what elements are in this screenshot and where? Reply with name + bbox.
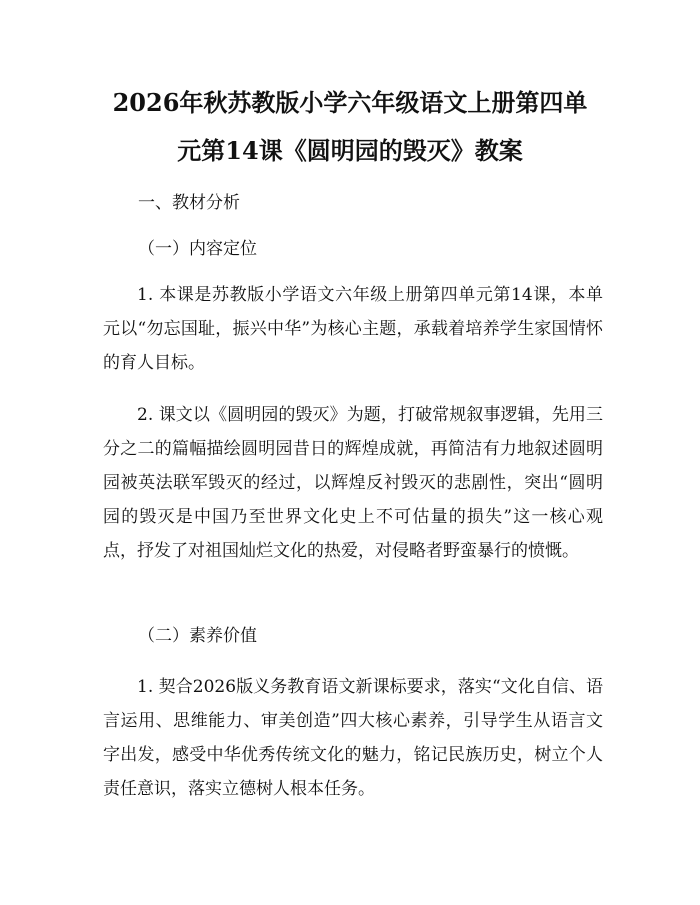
section-heading-textbook-analysis: 一、教材分析 [138,193,240,213]
document-title-line-2: 元第14课《圆明园的毁灭》教案 [177,136,523,165]
paragraph-content-positioning-2: 2. 课文以《圆明园的毁灭》为题，打破常规叙事逻辑，先用三分之二的篇幅描绘圆明园昔日的辉煌成就，再简洁有力地叙述圆明园被英法联军毁灭的经过，以辉煌反衬毁灭的悲剧性，突出“圆明园的毁灭是中国乃至世界文化史上不可估量的损失”这一核心观点，抒发了对祖国灿烂文化的热爱，对侵略者野蛮暴行的愤慨。 [103,405,603,561]
subsection-heading-content-positioning: （一）内容定位 [138,239,257,259]
subsection-heading-literacy-value: （二）素养价值 [138,626,257,646]
document-title-line-1: 2026年秋苏教版小学六年级语文上册第四单 [112,88,588,117]
paragraph-content-positioning-1: 1. 本课是苏教版小学语文六年级上册第四单元第14课，本单元以“勿忘国耻，振兴中华”为核心主题，承载着培养学生家国情怀的育人目标。 [103,285,603,373]
paragraph-literacy-value-1: 1. 契合2026版义务教育语文新课标要求，落实“文化自信、语言运用、思维能力、审美创造”四大核心素养，引导学生从语言文字出发，感受中华优秀传统文化的魅力，铭记民族历史，树立个人责任意识，落实立德树人根本任务。 [103,677,603,799]
